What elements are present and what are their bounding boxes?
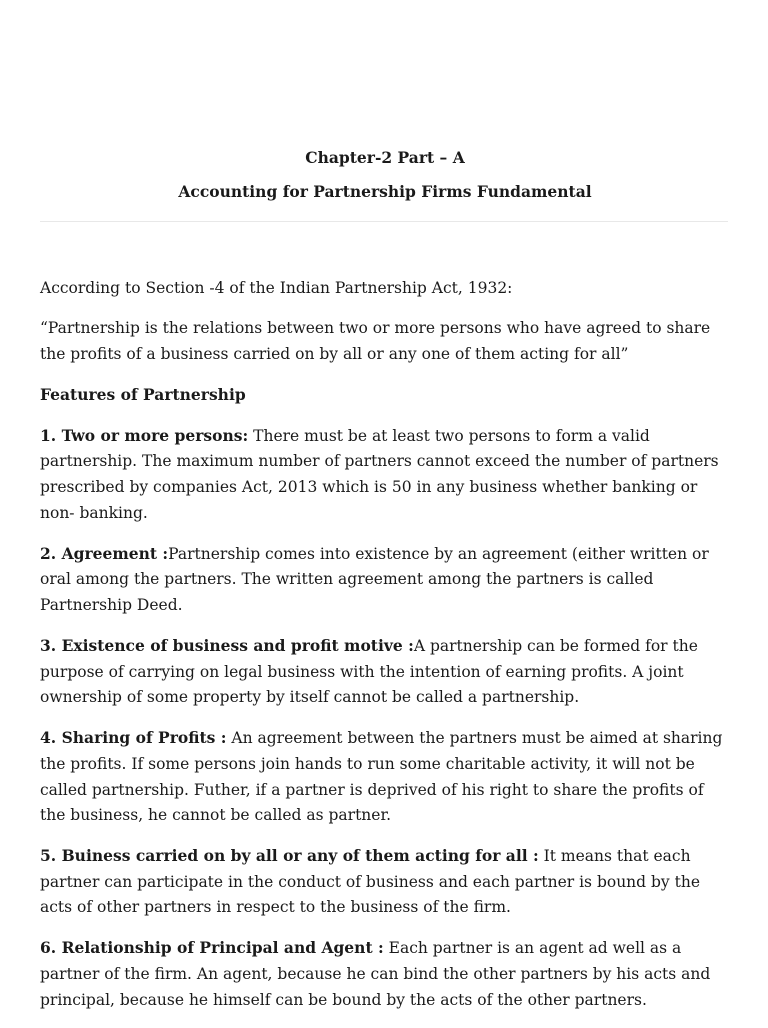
document-subtitle: Accounting for Partnership Firms Fundamental [178, 182, 592, 201]
features-heading [40, 382, 730, 409]
intro-paragraph: According to Section -4 of the Indian Partnership Act, 1932: [40, 279, 513, 297]
feature-label: 2. Agreement : [40, 543, 169, 563]
definition-quote: “Partnership is the relations between two or more persons who have agreed to share the profits of a business carried on by all or any one of them acting for all” [40, 319, 711, 363]
feature-item-3 [40, 633, 730, 711]
feature-text: It means that each partner can participate in the conduct of business and each partner is bound by the acts of other partners in respect to the business of the firm. [40, 847, 700, 917]
feature-label: 1. Two or more persons: [40, 425, 249, 445]
feature-text: There must be at least two persons to form a valid partnership. The maximum number of partners cannot exceed the number of partners prescribed by companies Act, 2013 which is 50 in any business whether banking or non- banking. [40, 426, 719, 522]
divider [40, 221, 728, 222]
feature-label: 4. Sharing of Profits : [40, 728, 227, 748]
feature-label: 5. Buiness carried on by all or any of them acting for all : [40, 846, 539, 866]
feature-item-1 [40, 423, 730, 526]
feature-item-5 [40, 843, 730, 921]
feature-label: 3. Existence of business and profit motive : [40, 636, 414, 656]
feature-text: A partnership can be formed for the purpose of carrying on legal business with the intention of earning profits. A joint ownership of some property by itself cannot be called a partnership. [40, 637, 698, 707]
feature-item-2 [40, 541, 730, 619]
feature-text: Partnership comes into existence by an agreement (either written or oral among the partners. The written agreement among the partners is called Partnership Deed. [40, 544, 709, 614]
features-heading-text: Features of Partnership [40, 384, 246, 404]
document-body [40, 276, 730, 1028]
feature-item-4 [40, 725, 730, 828]
chapter-title: Chapter-2 Part – A [305, 148, 465, 167]
feature-item-6 [40, 935, 730, 1013]
feature-label: 6. Relationship of Principal and Agent : [40, 938, 384, 958]
feature-text: Each partner is an agent ad well as a partner of the firm. An agent, because he can bind the other partners by his acts and principal, because he himself can be bound by the acts of the other partners. [40, 939, 711, 1009]
feature-text: An agreement between the partners must be aimed at sharing the profits. If some persons join hands to run some charitable activity, it will not be called partnership. Futher, if a partner is deprived of his right to share the profits of the business, he cannot be called as partner. [40, 729, 723, 825]
